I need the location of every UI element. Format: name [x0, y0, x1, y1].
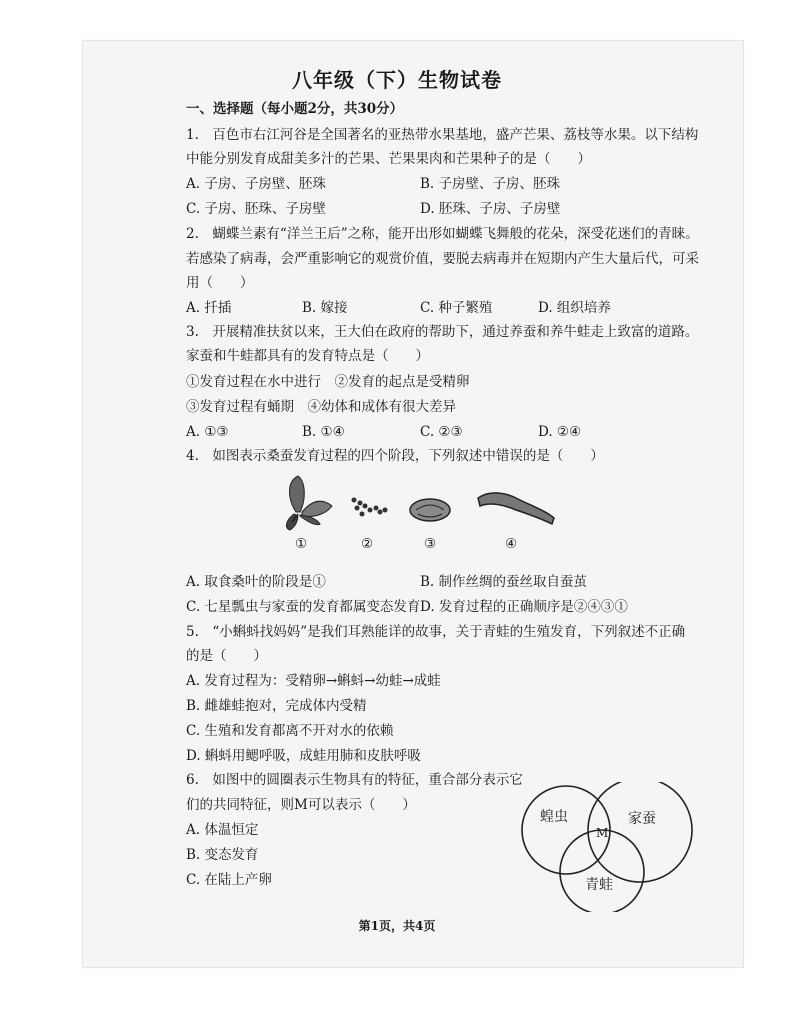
- q3-option-c: C. ②③: [420, 424, 463, 440]
- q2-option-d: D. 组织培养: [538, 300, 611, 316]
- q2-stem-line1: 2. 蝴蝶兰素有“洋兰王后”之称，能开出形如蝴蝶飞舞般的花朵，深受花迷们的青睐。: [186, 226, 699, 242]
- q1-option-d: D. 胚珠、子房、子房壁: [420, 201, 561, 217]
- q6-stem-line2: 们的共同特征，则M可以表示（ ）: [186, 797, 416, 813]
- venn-circle-frog: [560, 830, 644, 912]
- silkworm-stages-figure: [270, 470, 570, 550]
- q2-option-b: B. 嫁接: [302, 300, 348, 316]
- q3-option-d: D. ②④: [538, 424, 582, 440]
- q5-option-a: A. 发育过程为：受精卵→蝌蚪→幼蛙→成蛙: [186, 673, 441, 689]
- q5-option-b: B. 雌雄蛙抱对，完成体内受精: [186, 698, 367, 714]
- q1-option-b: B. 子房壁、子房、胚珠: [420, 176, 561, 192]
- stage-label-1: ①: [295, 536, 308, 552]
- q3-option-b: B. ①④: [302, 424, 345, 440]
- q2-option-a: A. 扦插: [186, 300, 232, 316]
- q4-option-a: A. 取食桑叶的阶段是①: [186, 574, 326, 590]
- q5-stem-line2: 的是（ ）: [186, 648, 267, 664]
- q1-option-a: A. 子房、子房壁、胚珠: [186, 176, 326, 192]
- venn-label-silkworm: 家蚕: [628, 811, 656, 827]
- q5-option-d: D. 蝌蚪用鳃呼吸，成蛙用肺和皮肤呼吸: [186, 748, 421, 764]
- stage-label-3: ③: [424, 536, 437, 552]
- stage-label-4: ④: [505, 536, 518, 552]
- q6-option-b: B. 变态发育: [186, 847, 259, 863]
- q5-stem-line1: 5. “小蝌蚪找妈妈”是我们耳熟能详的故事，关于青蛙的生殖发育，下列叙述不正确: [186, 624, 686, 640]
- stage-label-2: ②: [361, 536, 374, 552]
- q3-option-a: A. ①③: [186, 424, 229, 440]
- venn-label-locust: 蝗虫: [540, 809, 568, 825]
- q3-stem-line1: 3. 开展精准扶贫以来，王大伯在政府的帮助下，通过养蚕和养牛蛙走上致富的道路。: [186, 324, 699, 340]
- larva-icon: [478, 493, 554, 524]
- eggs-icon: [352, 498, 388, 517]
- q5-option-c: C. 生殖和发育都离不开对水的依赖: [186, 723, 394, 739]
- pupa-icon: [410, 499, 450, 521]
- page-title: 八年级（下）生物试卷: [292, 68, 502, 92]
- q4-option-c: C. 七星瓢虫与家蚕的发育都属变态发育: [186, 599, 421, 615]
- q6-stem-line1: 6. 如图中的圆圈表示生物具有的特征，重合部分表示它: [186, 772, 523, 788]
- q4-stem: 4. 如图表示桑蚕发育过程的四个阶段，下列叙述中错误的是（ ）: [186, 448, 604, 464]
- q4-option-d: D. 发育过程的正确顺序是②④③①: [420, 599, 628, 615]
- q1-option-c: C. 子房、胚珠、子房壁: [186, 201, 326, 217]
- q3-stem-line2: 家蚕和牛蛙都具有的发育特点是（ ）: [186, 348, 429, 364]
- venn-label-frog: 青蛙: [585, 877, 613, 893]
- moth-icon: [287, 476, 332, 530]
- q6-option-a: A. 体温恒定: [186, 822, 259, 838]
- q3-statement-1-2: ①发育过程在水中进行 ②发育的起点是受精卵: [186, 374, 470, 390]
- q4-option-b: B. 制作丝绸的蚕丝取自蚕茧: [420, 574, 588, 590]
- q2-option-c: C. 种子繁殖: [420, 300, 493, 316]
- q1-stem-line2: 中能分别发育成甜美多汁的芒果、芒果果肉和芒果种子的是（ ）: [186, 151, 591, 167]
- q6-option-c: C. 在陆上产卵: [186, 872, 272, 888]
- venn-label-m: M: [596, 826, 609, 840]
- q1-stem-line1: 1. 百色市右江河谷是全国著名的亚热带水果基地，盛产芒果、荔枝等水果。以下结构: [186, 127, 699, 143]
- q2-stem-line3: 用（ ）: [186, 275, 254, 291]
- q2-stem-line2: 若感染了病毒，会严重影响它的观赏价值，要脱去病毒并在短期内产生大量后代，可采: [186, 251, 699, 267]
- section-heading: 一、选择题（每小题2分，共30分）: [186, 101, 404, 117]
- page-footer: 第1页，共4页: [358, 919, 436, 933]
- q3-statement-3-4: ③发育过程有蛹期 ④幼体和成体有很大差异: [186, 399, 456, 415]
